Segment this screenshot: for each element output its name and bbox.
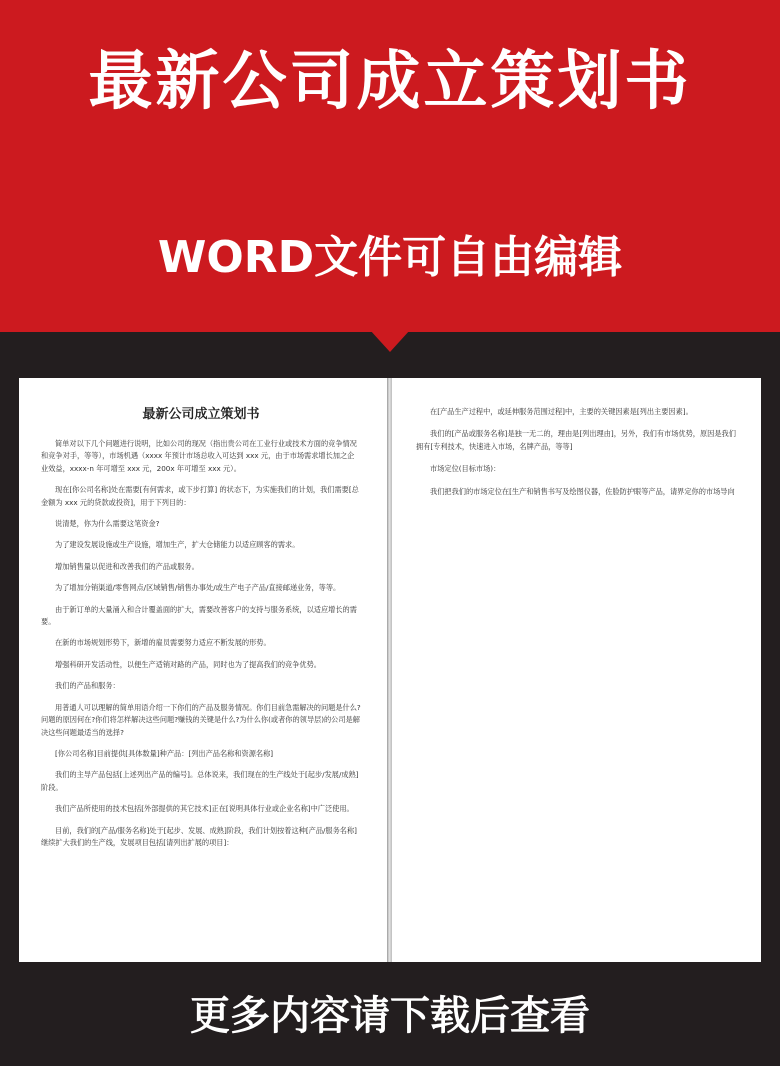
document-paragraph: 在新的市场规划形势下，新增的雇员需要努力适应不断发展的形势。 — [55, 638, 271, 648]
document-paragraph: 增强科研开发活动性，以便生产适销对路的产品，同时也为了提高我们的竞争优势。 — [55, 659, 321, 669]
document-paragraph: 我们把我们的市场定位在[生产和销售书写及绘图仪器，佐脸防护眼等产品，请界定你的市场导向 — [430, 486, 735, 496]
document-page-right — [392, 378, 761, 962]
page-subtitle: WORD文件可自由编辑 — [157, 232, 623, 283]
page-title: 最新公司成立策划书 — [88, 45, 692, 119]
document-paragraph: 现在[你公司名称]处在需要[有何需求，或下步打算] 的状态下，为实施我们的计划，我们需要[总金额为 xxx 元的贷款或投资]，用于下列目的： — [41, 485, 359, 507]
document-paragraph: 用普通人可以理解的简单用语介绍一下你们的产品及服务情况。你们目前急需解决的问题是什么?问题的原因何在?你们将怎样解决这些问题?赚钱的关键是什么?为什么你(或者你的领导层)的公司是解决这些问题最适当的选择? — [41, 702, 361, 737]
document-paragraph: 我们的产品和服务： — [55, 681, 120, 691]
document-paragraph: 我们产品所使用的技术包括[外部提供的其它技术]正在[说明具体行业或企业名称]中广泛使用。 — [55, 804, 354, 814]
document-paragraph: 为了增加分销渠道/零售网点/区域销售/销售办事处/或生产电子产品/直接邮递业务，等等。 — [55, 583, 341, 593]
document-paragraph: [你公司名称]目前提供[具体数量]种产品：[列出产品名称和资源名称] — [55, 748, 274, 758]
document-preview — [19, 378, 761, 962]
document-paragraph: 简单对以下几个问题进行说明，比如公司的现况（指出贵公司在工业行业或技术方面的竞争情况和竞争对手，等等），市场机遇（xxxx 年预计市场总收入可达到 xxx 元，由于市场需求增长加之企业效益，xxxx-n 年可增至 xxx 元，200x 年可增至 xxx 元）。 — [41, 439, 357, 473]
document-title: 最新公司成立策划书 — [142, 407, 260, 422]
document-paragraph: 在[产品生产过程中，或延伸服务范围过程]中，主要的关键因素是[列出主要因素]。 — [430, 407, 693, 416]
document-page-left — [19, 378, 387, 962]
down-arrow-icon — [370, 330, 410, 352]
document-paragraph: 由于新订单的大量涌入和合计覆盖面的扩大，需要改善客户的支持与服务系统，以适应增长的需要。 — [41, 604, 357, 627]
document-paragraph: 我们的[产品或服务名称]是独一无二的，理由是[列出理由]，另外，我们有市场优势，原因是我们拥有[专利技术，快速进入市场，名牌产品，等等] — [416, 429, 736, 451]
document-paragraph: 目前，我们的[产品/服务名称]处于[起步、发展、成熟]阶段，我们计划按着这种[产品/服务名称]继续扩大我们的生产线，发展项目包括[请列出扩展的项目]： — [41, 825, 357, 847]
document-paragraph: 说清楚，你为什么需要这笔资金? — [55, 519, 160, 529]
document-paragraph: 为了建设发展设施或生产设施，增加生产，扩大仓储能力以适应顾客的需求。 — [55, 540, 300, 550]
document-paragraph: 增加销售量以促进和改善我们的产品或服务。 — [55, 561, 199, 571]
download-prompt: 更多内容请下载后查看 — [190, 993, 590, 1039]
document-paragraph: 市场定位(目标市场)： — [430, 464, 501, 474]
document-paragraph: 我们的主导产品包括[上述列出产品的编号]。总体说来，我们现在的生产线处于[起步/发展/成熟]阶段。 — [41, 770, 359, 792]
